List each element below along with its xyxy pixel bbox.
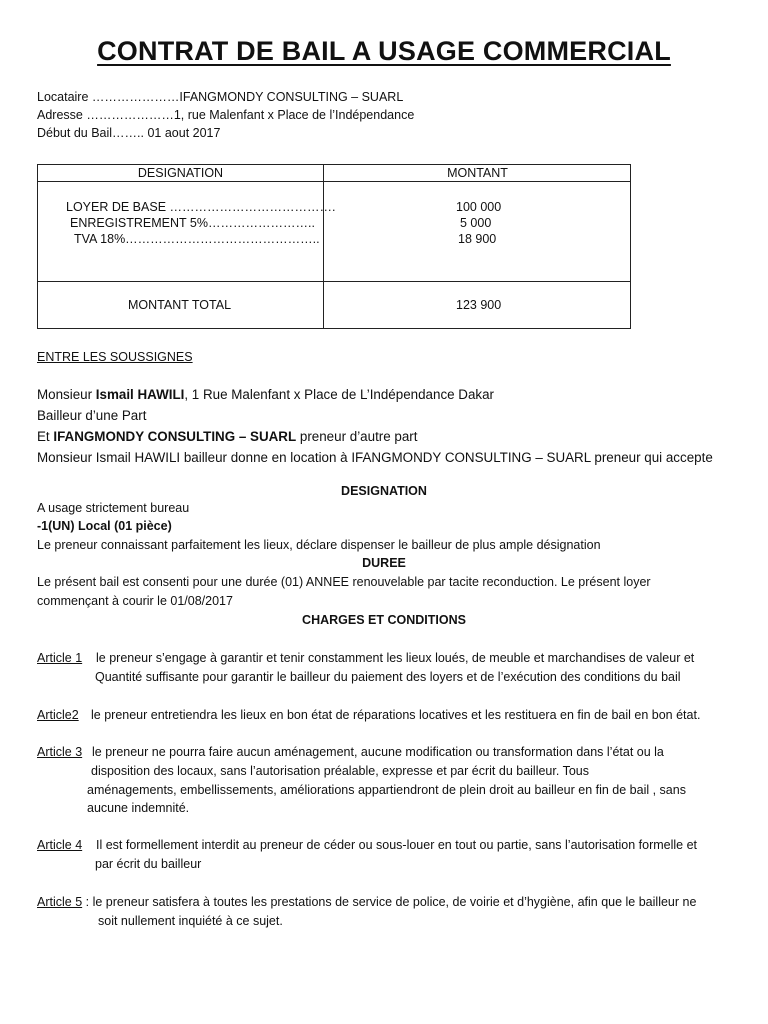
duree-heading: DUREE [362, 556, 406, 570]
parties-heading: ENTRE LES SOUSSIGNES [37, 350, 193, 364]
duree-line: commençant à courir le 01/08/2017 [37, 594, 233, 608]
table-row-value: 100 000 [456, 200, 502, 214]
article-line: aménagements, embellissements, améliorations appartiendront de plein droit au bailleur en fin de bail , sans [87, 783, 686, 797]
table-total-label: MONTANT TOTAL [128, 298, 232, 312]
parties-line-bailleur-role: Bailleur d’une Part [37, 408, 147, 423]
table-row-label: LOYER DE BASE …………………………………. [66, 200, 336, 214]
article-label: Article 5 [37, 895, 83, 909]
table-row-value: 5 000 [460, 216, 492, 230]
preneur-name: IFANGMONDY CONSULTING – SUARL [53, 429, 297, 444]
article-label: Article2 [37, 708, 79, 722]
designation-line: A usage strictement bureau [37, 501, 190, 515]
article-line: soit nullement inquiété à ce sujet. [98, 914, 283, 928]
table-total-divider [38, 281, 630, 282]
article-line: Quantité suffisante pour garantir le bailleur du paiement des loyers et de l’exécution des conditions du bail [95, 670, 681, 684]
article-4 [37, 838, 82, 852]
parties-line-location: Monsieur Ismail HAWILI bailleur donne en location à IFANGMONDY CONSULTING – SUARL preneur qui accepte [37, 450, 713, 465]
parties-line3-rest: preneur d’autre part [296, 429, 418, 444]
amounts-table [37, 164, 631, 329]
article-line: Il est formellement interdit au preneur de céder ou sous-louer en tout ou partie, sans l’autorisation formelle et [96, 838, 698, 852]
designation-heading: DESIGNATION [341, 484, 427, 498]
article-label-suffix: : [82, 895, 93, 909]
bailleur-name: Ismail HAWILI [95, 387, 185, 402]
article-line: par écrit du bailleur [95, 857, 202, 871]
designation-line: -1(UN) Local (01 pièce) [37, 519, 172, 533]
article-label: Article 1 [37, 651, 83, 665]
article-line: disposition des locaux, sans l’autorisation préalable, expresse et par écrit du bailleur. Tous [91, 764, 589, 778]
article-line: le preneur s’engage à garantir et tenir constamment les lieux loués, de meuble et marchandises de valeur et [96, 651, 695, 665]
adresse-line: Adresse …………………1, rue Malenfant x Place de l’Indépendance [37, 108, 415, 122]
article-5 [37, 895, 696, 909]
article-label: Article 3 [37, 745, 83, 759]
article-1 [37, 651, 82, 665]
charges-heading: CHARGES ET CONDITIONS [302, 613, 466, 627]
article-line: le preneur ne pourra faire aucun aménagement, aucune modification ou transformation dans l’état ou la [92, 745, 664, 759]
article-line: le preneur satisfera à toutes les prestations de service de police, de voirie et d’hygiène, afin que le bailleur ne [92, 895, 697, 909]
table-row-label: ENREGISTREMENT 5%…………………….. [70, 216, 315, 230]
table-header-designation: DESIGNATION [137, 166, 224, 180]
table-total-value: 123 900 [456, 298, 502, 312]
designation-line: Le preneur connaissant parfaitement les lieux, déclare dispenser le bailleur de plus ample désignation [37, 538, 601, 552]
article-2 [37, 708, 79, 722]
locataire-line: Locataire …………………IFANGMONDY CONSULTING – SUARL [37, 90, 404, 104]
table-row-value: 18 900 [458, 232, 497, 246]
article-line: aucune indemnité. [87, 801, 190, 815]
article-line: le preneur entretiendra les lieux en bon état de réparations locatives et les restituera en fin de bail en bon état. [91, 708, 701, 722]
table-header-montant: MONTANT [447, 166, 508, 180]
duree-line: Le présent bail est consenti pour une durée (01) ANNEE renouvelable par tacite reconduction. Le présent loyer [37, 575, 651, 589]
table-column-divider [323, 165, 324, 328]
parties-line1-rest: , 1 Rue Malenfant x Place de L’Indépendance Dakar [184, 387, 495, 402]
article-label: Article 4 [37, 838, 83, 852]
parties-line1-prefix: Monsieur [37, 387, 96, 402]
page-title: CONTRAT DE BAIL A USAGE COMMERCIAL [97, 36, 671, 66]
parties-line-preneur [37, 429, 418, 444]
article-3 [37, 745, 82, 759]
parties-line-bailleur [37, 387, 494, 402]
table-row-label: TVA 18%……………………………………….. [74, 232, 320, 246]
debut-bail-line: Début du Bail…….. 01 aout 2017 [37, 126, 221, 140]
parties-line3-prefix: Et [37, 429, 54, 444]
table-header-divider [38, 181, 630, 182]
